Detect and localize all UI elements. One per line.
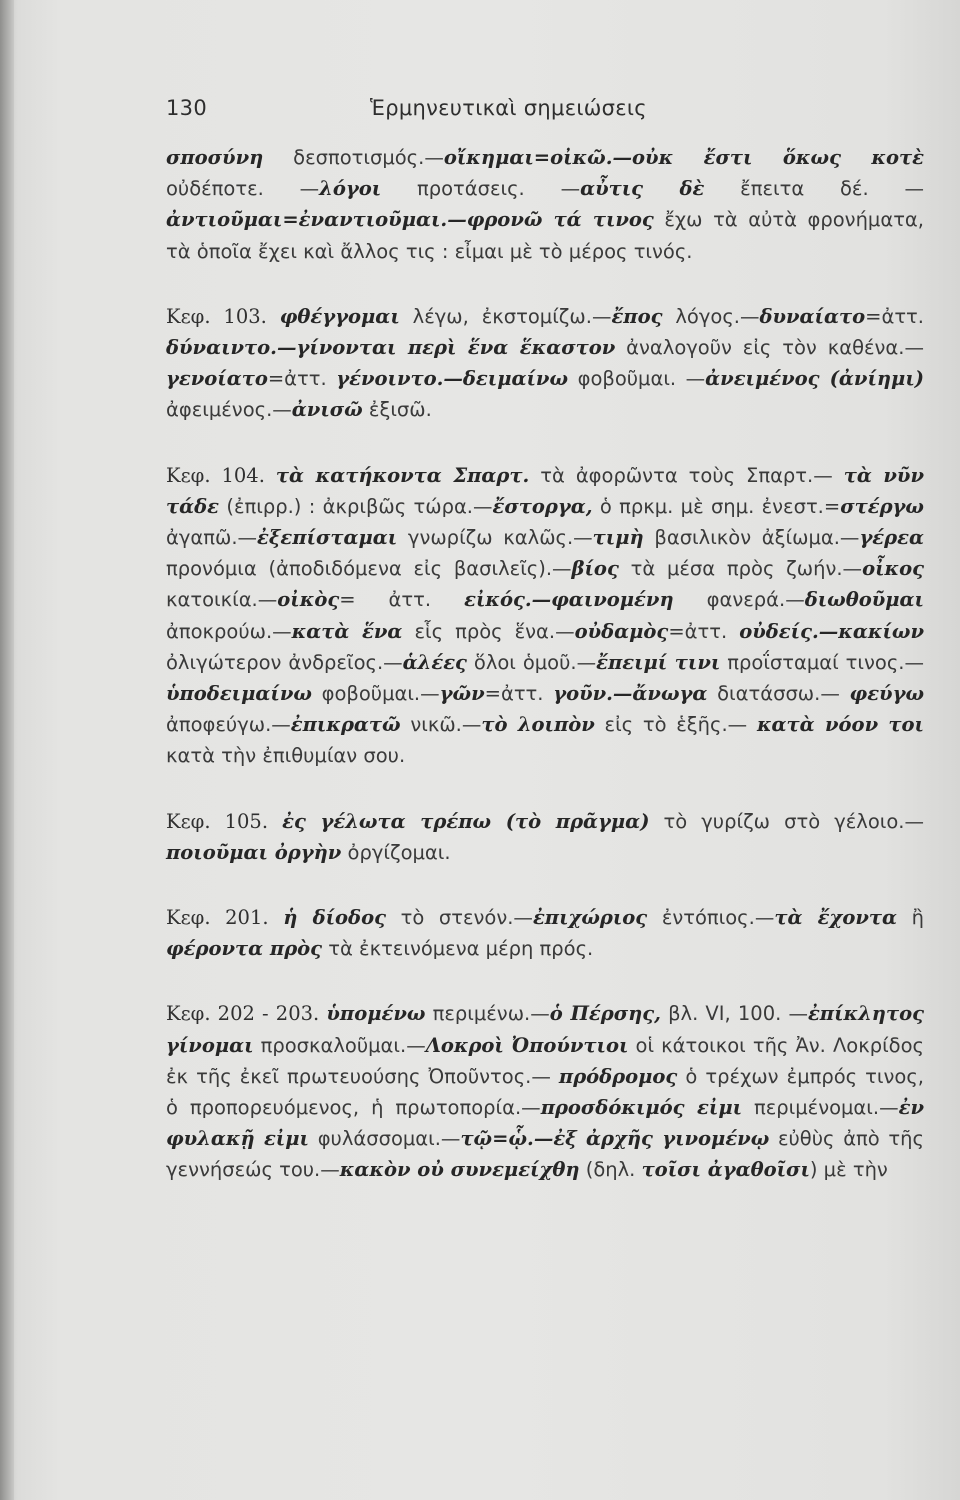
paragraph-intro (166, 142, 924, 267)
gloss-text: ἀγαπῶ.— (166, 526, 258, 550)
gloss-text: (δηλ. (579, 1158, 642, 1182)
paragraph-kef-104 (166, 460, 924, 772)
gloss-text: ἀποφεύγω.— (166, 713, 291, 737)
lemma-term: ὑποδειμαίνω (166, 682, 312, 706)
lemma-term: ἀνισῶ (291, 398, 363, 422)
paragraph-kef-201 (166, 902, 924, 964)
gloss-text (268, 810, 282, 833)
gloss-text: (ἐπιρρ.) : ἀκριβῶς τώρα.— (219, 494, 493, 518)
lemma-term: ἐν φυλακῇ εἰμι (166, 1096, 924, 1151)
lemma-term: οὐδείς.—κακίων (739, 619, 924, 643)
lemma-term: φεύγω (849, 682, 925, 706)
gloss-text: ἔπειτα δέ. — (704, 177, 924, 201)
gloss-text: φυλάσσομαι.— (308, 1127, 461, 1151)
gloss-text: τὰ μέσα πρὸς ζωήν.— (618, 557, 863, 581)
gloss-text: ὀλιγώτερον ἀνδρεῖος.— (166, 650, 403, 674)
lemma-term: ἔπος (611, 304, 663, 328)
gloss-text: ὀργίζομαι. (341, 840, 451, 864)
lemma-term: γένοιντο.—δειμαίνω (336, 367, 569, 391)
lemma-term: γενοίατο (166, 367, 268, 391)
lemma-term: ἀντιοῦμαι=ἐναντιοῦμαι.—φρονῶ τά τινος (166, 208, 654, 232)
lemma-term: ἁλέες (402, 650, 467, 674)
chapter-ref: Κεφ. 201. (166, 906, 269, 930)
lemma-term: φέροντα πρὸς (166, 937, 323, 961)
lemma-term: ὁ Πέρσης, (549, 1002, 661, 1026)
paragraph-kef-202-203 (166, 998, 924, 1185)
lemma-term: λόγοι (319, 177, 382, 201)
lemma-term: κακὸν οὐ συνεμείχθη (339, 1158, 580, 1182)
page-body (166, 142, 924, 1186)
lemma-term: ὑπομένω (326, 1002, 426, 1026)
gloss-text: περιμένω.— (425, 1002, 550, 1026)
lemma-term: ἡ δίοδος (283, 906, 386, 930)
page-spine-shadow (0, 0, 14, 1500)
lemma-term: αὖτις δὲ (580, 177, 705, 201)
gloss-text: ἀναλογοῦν εἰς τὸν καθένα.— (615, 336, 924, 360)
gloss-text: λόγος.— (662, 304, 760, 328)
gloss-text: ὁ τρέχων ἐμπρός τινος, ὁ προπορευόμενος, ἡ πρωτοπορία.— (166, 1064, 924, 1120)
gloss-text: =ἀττ. (484, 682, 554, 706)
page-number: 130 (166, 96, 207, 120)
gloss-text: οὐδέποτε. — (166, 177, 320, 201)
lemma-term: οὐδαμὸς (574, 619, 669, 643)
gloss-text: φοβοῦμαι.— (311, 682, 440, 706)
gloss-text: λέγω, ἐκστομίζω.— (399, 304, 612, 328)
lemma-term: σποσύνη (166, 146, 264, 169)
gloss-text: τὸ γυρίζω στὸ γέλοιο.— (649, 809, 924, 833)
lemma-term: εἰκός.—φαινομένη (464, 588, 674, 612)
chapter-ref: Κεφ. 104. (166, 463, 265, 487)
lemma-term: ἀνειμένος (ἀνίημι) (705, 367, 924, 391)
lemma-term: βίος (571, 557, 619, 581)
gloss-text: ἐντόπιος.— (647, 906, 775, 930)
gloss-text: βασιλικὸν ἀξίωμα.— (643, 526, 860, 550)
gloss-text (265, 464, 276, 487)
lemma-term: ἔστοργα, (492, 494, 593, 518)
lemma-term: τὰ νῦν τάδε (166, 463, 924, 518)
lemma-term: φθέγγομαι (279, 304, 400, 328)
lemma-term: γῶν (439, 682, 485, 706)
gloss-text: ἀφειμένος.— (166, 398, 292, 422)
gloss-text: οἱ κάτοικοι τῆς Ἀν. Λοκρίδος ἐκ τῆς ἐκεῖ πρωτευούσης Ὀποῦντος.— (166, 1033, 924, 1088)
lemma-term: δύναιντο.—γίνονται περὶ ἕνα ἕκαστον (166, 336, 616, 360)
lemma-term: ἐς γέλωτα τρέπω (τὸ πρᾶγμα) (282, 809, 650, 833)
lemma-term: γοῦν.—ἄνωγα (553, 682, 708, 706)
gloss-text: ἐξισῶ. (362, 398, 432, 422)
gloss-text: ἢ (897, 906, 925, 930)
gloss-text: εἰς τὸ ἑξῆς.— (594, 713, 757, 737)
gloss-text: =ἀττ. (865, 304, 924, 328)
lemma-term: τῷ=ᾧ.—ἐξ ἀρχῆς γινομένῳ (460, 1127, 770, 1151)
paragraph-kef-103 (166, 301, 924, 426)
lemma-term: τὰ ἔχοντα (774, 906, 898, 930)
gloss-text: τὸ στενόν.— (385, 906, 533, 930)
gloss-text: εὐθὺς ἀπὸ τῆς γεννήσεώς του.— (166, 1127, 924, 1182)
lemma-term: δυναίατο (759, 304, 866, 328)
gloss-text: βλ. VI, 100. — (660, 1002, 808, 1026)
gloss-text: κατὰ τὴν ἐπιθυμίαν σου. (166, 744, 406, 768)
lemma-term: ἐπίκλητος γίνομαι (166, 1002, 924, 1057)
gloss-text: δεσποτισμός.— (263, 146, 444, 169)
gloss-text: τὰ ἀφορῶντα τοὺς Σπαρτ.— (529, 463, 844, 487)
gloss-text: φοβοῦμαι. — (568, 367, 706, 391)
gloss-text: προνόμια (ἀποδιδόμενα εἰς βασιλεῖς).— (166, 557, 572, 581)
lemma-term: οἶκος (862, 557, 924, 581)
lemma-term: ἐπιχώριος (532, 906, 648, 930)
gloss-text (267, 305, 280, 328)
gloss-text: ὅλοι ὁμοῦ.— (466, 650, 597, 674)
lemma-term: Λοκροὶ Ὀπούντιοι (425, 1033, 629, 1057)
lemma-term: τὰ κατήκοντα Σπαρτ. (275, 463, 530, 487)
chapter-ref: Κεφ. 105. (166, 809, 269, 833)
gloss-text: ὁ πρκμ. μὲ σημ. ἐνεστ.= (592, 494, 841, 518)
lemma-term: ποιοῦμαι ὀργὴν (166, 840, 342, 864)
gloss-text: =ἀττ. (267, 367, 337, 391)
running-title: Ἑρμηνευτικαὶ σημειώσεις (370, 96, 647, 120)
gloss-text: κατοικία.— (166, 588, 278, 612)
lemma-term: ἐπικρατῶ (290, 713, 401, 737)
gloss-text: =ἀττ. (668, 619, 740, 643)
lemma-term: τοῖσι ἀγαθοῖσι (641, 1158, 810, 1182)
lemma-term: τὸ λοιπὸν (481, 713, 595, 737)
lemma-term: διωθοῦμαι (804, 588, 924, 612)
gloss-text: εἷς πρὸς ἕνα.— (402, 619, 575, 643)
lemma-term: πρόδρομος (558, 1064, 678, 1088)
lemma-term: οἰκὸς (277, 588, 340, 612)
gloss-text: γνωρίζω καλῶς.— (397, 526, 593, 550)
lemma-term: προσδόκιμός εἰμι (540, 1096, 743, 1120)
lemma-term: στέργω (840, 494, 924, 518)
gloss-text: ἔχω τὰ αὐτὰ φρονήματα, τὰ ὁποῖα ἔχει καὶ ἄλλος τις : εἶμαι μὲ τὸ μέρος τινός. (166, 208, 924, 263)
gloss-text: νικῶ.— (400, 713, 482, 737)
paragraph-kef-105 (166, 806, 924, 868)
gloss-text: = ἀττ. (339, 588, 465, 612)
lemma-term: οἴκημαι=οἰκῶ.—οὐκ ἔστι ὅκως κοτὲ (443, 146, 924, 169)
lemma-term: ἐξεπίσταμαι (257, 526, 398, 550)
gloss-text: ) μὲ τὴν (809, 1158, 888, 1182)
chapter-ref: Κεφ. 103. (166, 304, 267, 328)
gloss-text (269, 906, 284, 929)
lemma-term: ἔπειμί τινι (596, 650, 721, 674)
lemma-term: γέρεα (859, 526, 924, 550)
gloss-text: προτάσεις. — (381, 177, 581, 201)
chapter-ref: Κεφ. 202 - 203. (166, 1002, 320, 1026)
lemma-term: κατὰ ἕνα (291, 619, 403, 643)
gloss-text: διατάσσω.— (707, 682, 850, 706)
gloss-text: φανερά.— (673, 588, 805, 612)
lemma-term: τιμὴ (592, 526, 644, 550)
gloss-text: τὰ ἐκτεινόμενα μέρη πρός. (322, 937, 594, 961)
gloss-text: ἀποκρούω.— (166, 619, 292, 643)
gloss-text: προσκαλοῦμαι.— (253, 1033, 426, 1057)
gloss-text: προΐσταμαί τινος.— (720, 650, 924, 674)
gloss-text: περιμένομαι.— (742, 1096, 899, 1120)
lemma-term: κατὰ νόον τοι (756, 713, 924, 737)
